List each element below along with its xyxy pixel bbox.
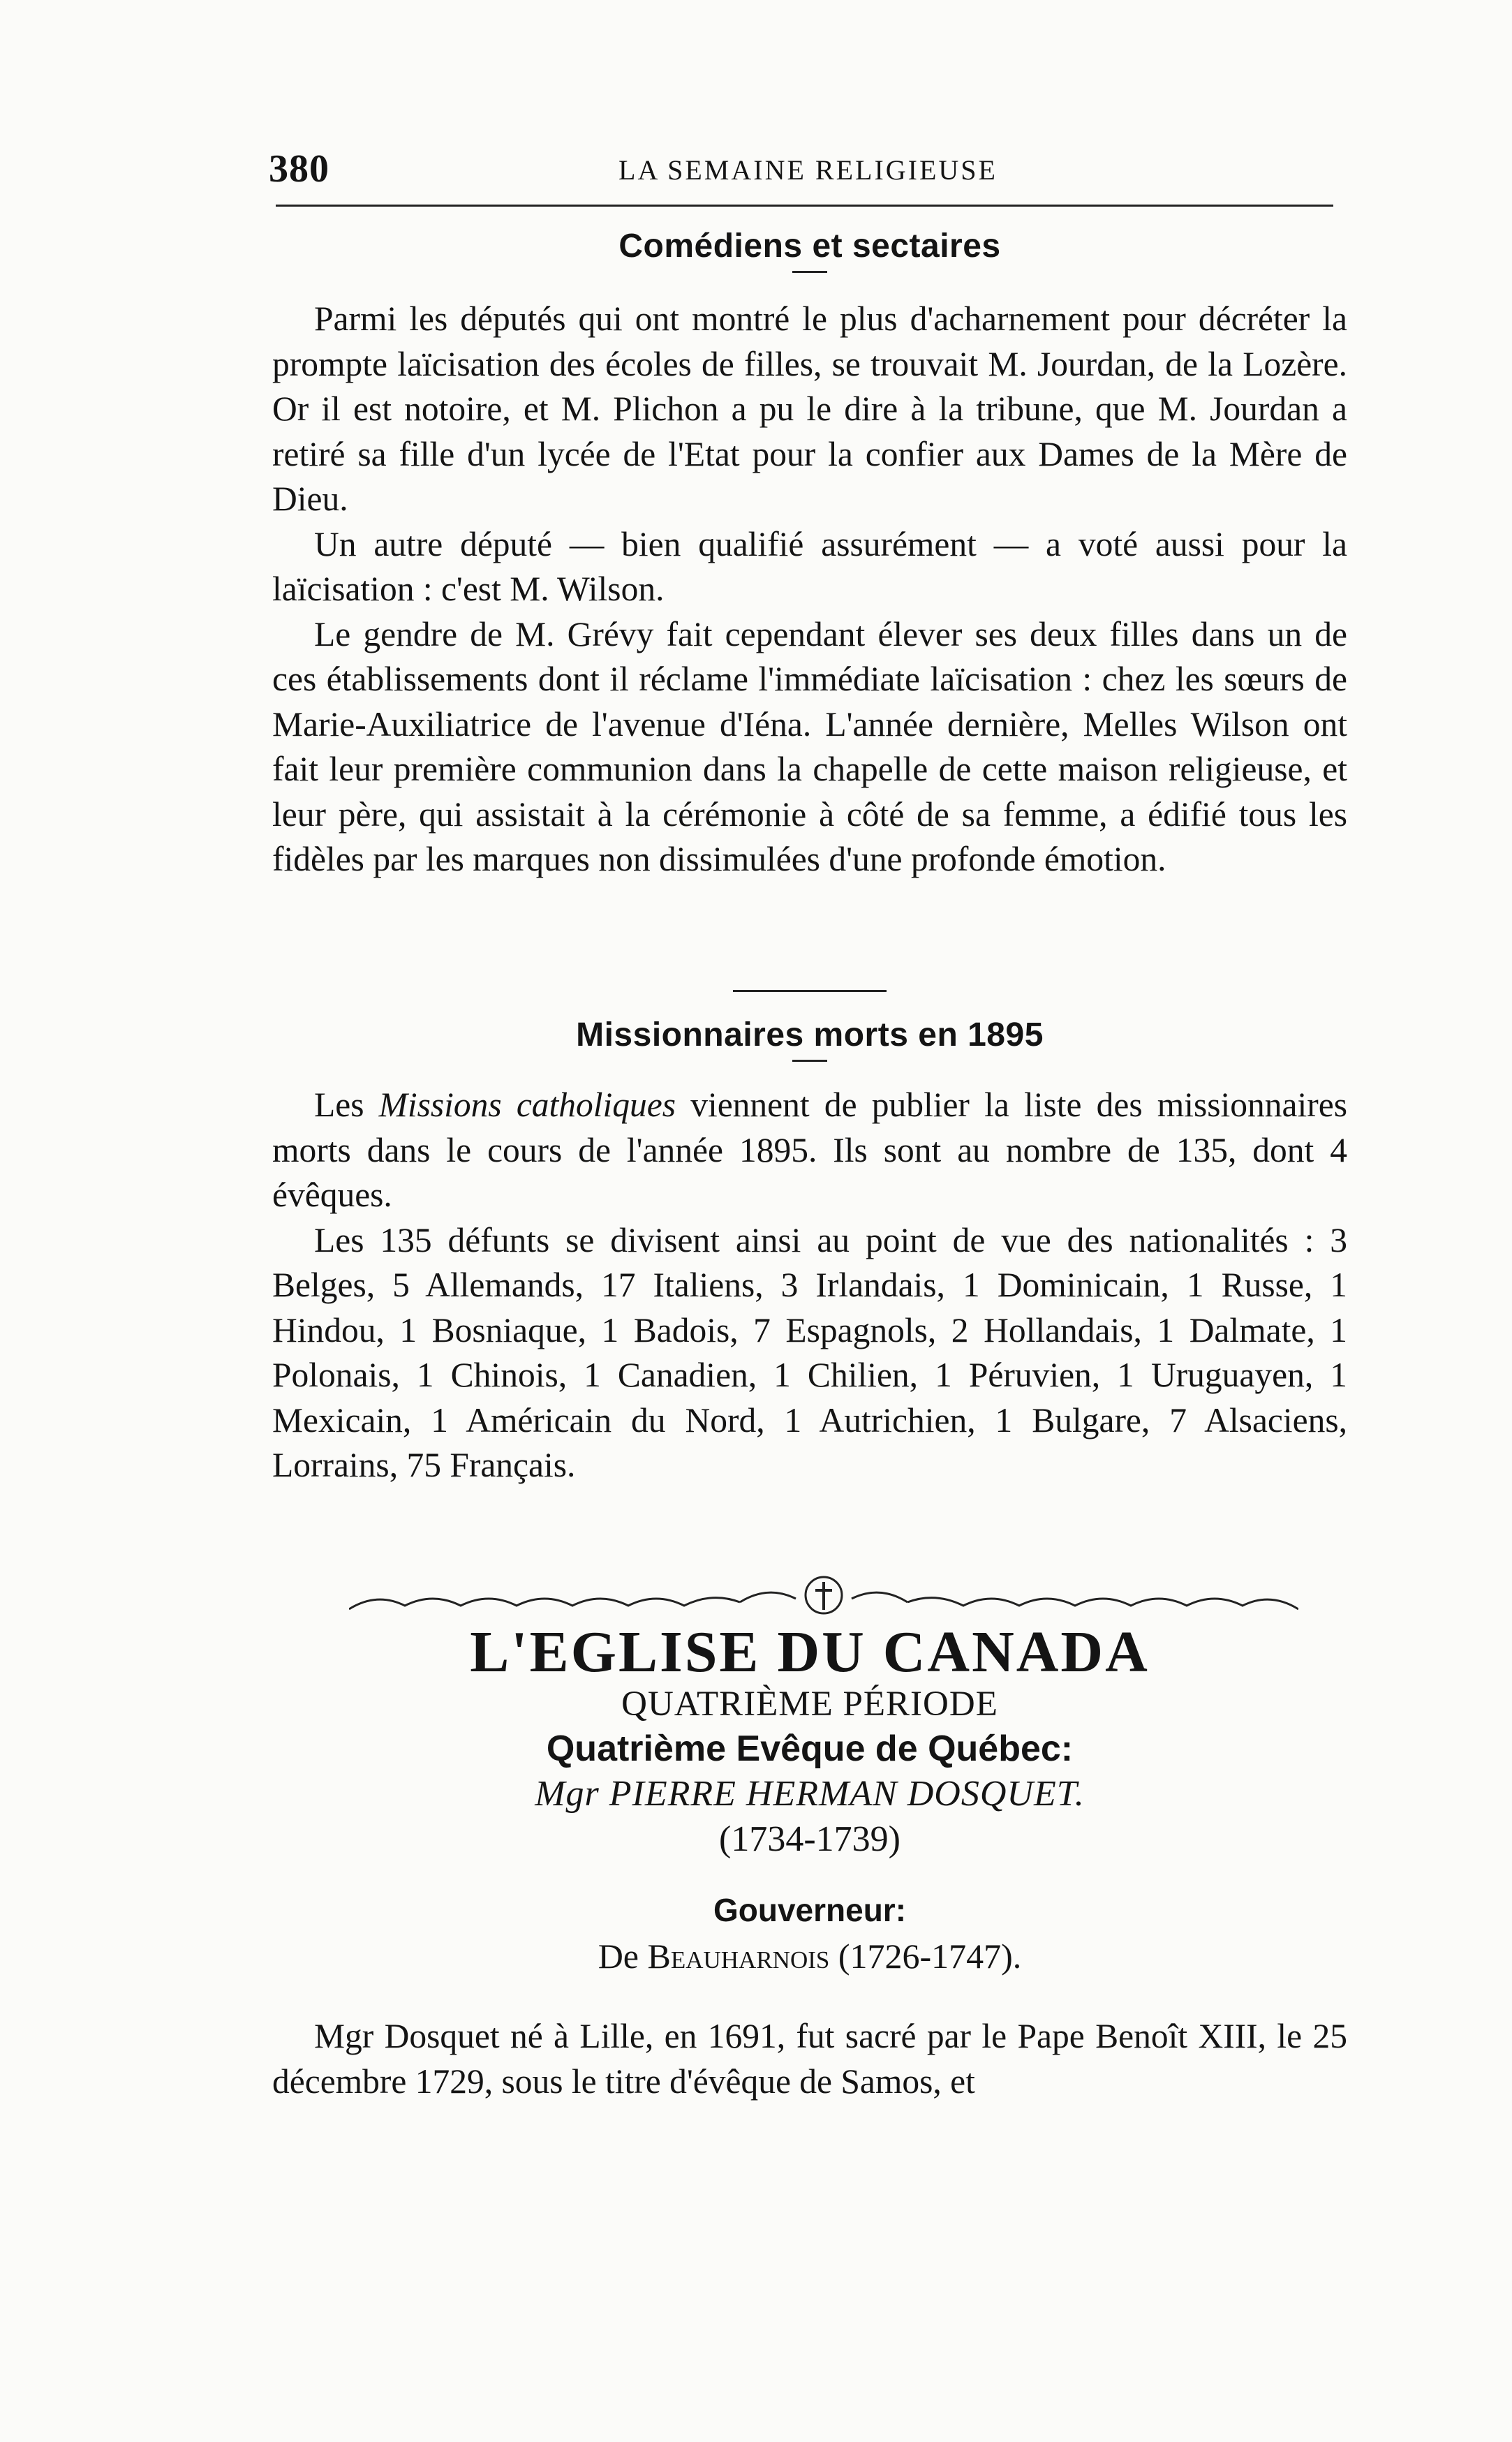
page-header [269,140,1347,202]
title-dash [792,1060,827,1062]
article-body [272,1083,1347,1488]
paragraph: Parmi les députés qui ont montré le plus d'acharnement pour décréter la prompte laïcisation des écoles de filles, se trouvait M. Jourdan, de la Lozère. Or il est notoire, et M. Plichon a pu le dire à la tribune, que M. Jourdan a retiré sa fille d'un lycée de l'Etat pour la confier aux Dames de la Mère de Dieu. [272,299,1347,518]
article-eglise-canada [272,1620,1347,2104]
paragraph: Le gendre de M. Grévy fait cependant élever ses deux filles dans un de ces établissements dont il réclame l'immédiate laïcisation : chez les sœurs de Marie-Auxiliatrice de l'avenue d'Iéna. L'année dernière, Melles Wilson ont fait leur première communion dans la chapelle de cette maison religieuse, et leur père, qui assistait à la cérémonie à côté de sa femme, a édifié tous les fidèles par les marques non dissimulées d'une profonde émotion. [272,614,1347,878]
running-title: LA SEMAINE RELIGIEUSE [618,154,998,186]
governor-prefix: De [598,1937,648,1976]
page-number: 380 [269,147,329,191]
publication-title: Missions catholiques [378,1086,676,1124]
spacer [272,1979,1347,2014]
title-dash [792,271,827,273]
article-missionnaires [272,1016,1347,1488]
paragraph-lead: Les [314,1086,379,1124]
paragraph-rest: viennent de publier la liste des missionnaires morts dans le cours de l'année 1895. Ils sont au nombre de 135, dont 4 évêques. [272,1086,1347,1214]
bishop-name: Mgr PIERRE HERMAN DOSQUET. [535,1774,1085,1814]
section-title: Missionnaires morts en 1895 [576,1016,1044,1053]
paragraph [272,1083,1347,1218]
article-body [272,297,1347,882]
separator [0,990,1512,992]
section-title: Comédiens et sectaires [618,228,1001,265]
governor-name: Beauharnois [647,1937,830,1976]
article-comediens [272,227,1347,882]
paragraph: Mgr Dosquet né à Lille, en 1691, fut sacré par le Pape Benoît XIII, le 25 décembre 1729, sous le titre d'évêque de Samos, et [272,2017,1347,2101]
governor-dates: (1726-1747). [829,1937,1022,1976]
separator-rule [733,990,887,992]
bishop-dates: (1734-1739) [719,1819,900,1859]
bishop-heading: Quatrième Evêque de Québec: [546,1729,1074,1769]
header-rule [276,205,1333,207]
governor-line [272,1933,1347,1979]
paragraph: Un autre député — bien qualifié assurément — a voté aussi pour la laïcisation : c'est M. Wilson. [272,524,1347,608]
church-title: L'EGLISE DU CANADA [470,1620,1150,1685]
period-heading: QUATRIÈME PÉRIODE [621,1685,998,1724]
paragraph: Les 135 défunts se divisent ainsi au point de vue des nationalités : 3 Belges, 5 Allemands, 17 Italiens, 3 Irlandais, 1 Dominicain, 1 Russe, 1 Hindou, 1 Bosniaque, 1 Badois, 7 Espagnols, 2 Hollandais, 1 Dalmate, 1 Polonais, 1 Chinois, 1 Canadien, 1 Chilien, 1 Péruvien, 1 Uruguayen, 1 Mexicain, 1 Américain du Nord, 1 Autrichien, 1 Bulgare, 7 Alsaciens, Lorrains, 75 Français. [272,1220,1347,1484]
governor-label: Gouverneur: [713,1892,907,1928]
cross-scroll-ornament-icon [349,1571,1298,1620]
spacer [272,1862,1347,1887]
article-body [272,2014,1347,2104]
